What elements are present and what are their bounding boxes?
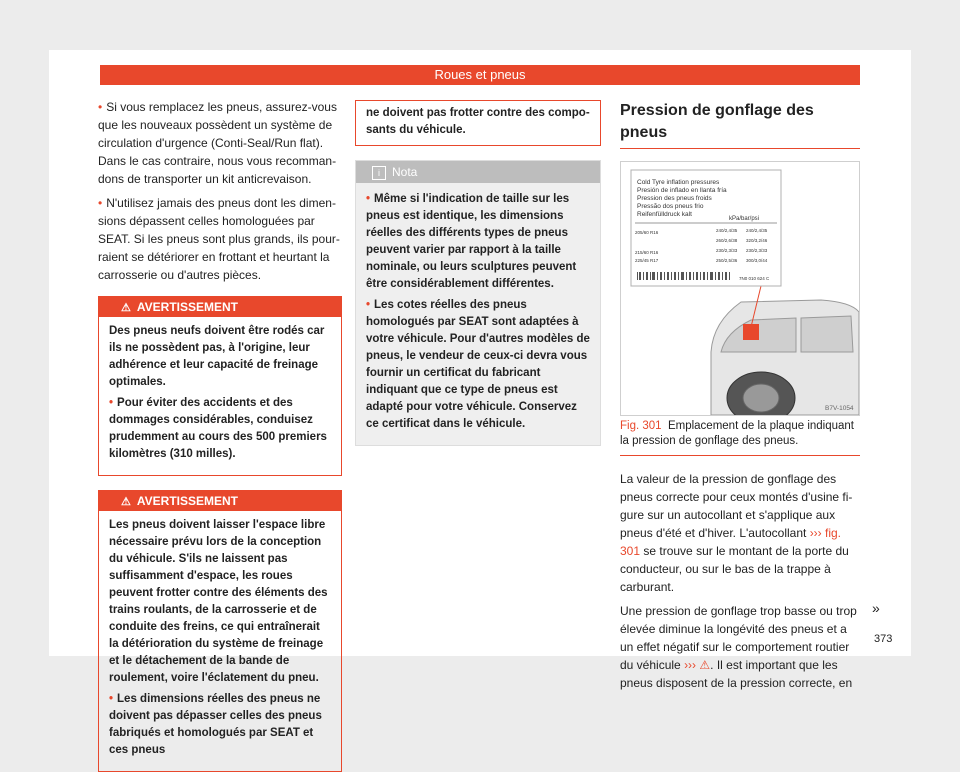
figure-number: Fig. 301 [620, 420, 662, 432]
sticker-size: 225/45 R17 [635, 258, 659, 263]
warning-reference-link[interactable]: ››› [684, 658, 697, 672]
warning-box [98, 296, 342, 476]
warning-body [99, 511, 341, 771]
warning-title: AVERTISSEMENT [136, 300, 238, 314]
sticker-line: Pressão dos pneus frio [637, 203, 704, 210]
sticker-size: 205/60 R16 [635, 230, 659, 235]
warning-continuation: ne doivent pas frotter contre des composants du véhicule. [355, 100, 601, 146]
paragraph-text: . Il est important que les pneus disposent de la pression correcte, en [620, 658, 853, 690]
warning-text: Les pneus doivent laisser l'espace libre nécessaire prévu lors de la conception du véhicule. S'ils ne laissent pas suffisamment d'espace, les roues peuvent frotter contre des éléments des trains roulants, de la carrosserie et de conduite des freins, ce qui entraînerait la détérioration du système de freinage et le détachement de la bande de roulement, voire l'éclatement du pneu. [109, 519, 328, 684]
warning-body [99, 317, 341, 475]
car-illustration [621, 162, 859, 415]
sticker-value: 240/2,4/35 [716, 228, 738, 233]
figure-reference-link[interactable]: ››› fig. 301 [620, 526, 842, 558]
sticker-size: 215/60 R16 [635, 250, 659, 255]
column-middle [355, 100, 601, 446]
caption-text: Emplacement de la plaque indiquant la pression de gonflage des pneus. [620, 420, 854, 447]
warning-triangle-icon: ⚠ [121, 496, 131, 508]
note-title: Nota [392, 165, 418, 179]
note-body [356, 183, 600, 445]
note-bullet: • Même si l'indication de taille sur les pneus est identique, les dimensions réelles des différents types de pneus peuvent varier par rapport à la taille nominale, ou leurs sculptures peuvent être considérablement différentes. [366, 191, 590, 293]
note-bullet: • Les cotes réelles des pneus homologués par SEAT sont adaptées à votre véhicule. Pour d'autres modèles de pneus, le vendeur de ceux-ci devra vous fournir un certificat du fabricant indiquant que ce type de pneus est adapté pour votre véhicule. Conservez ce certificat dans le véhicule. [366, 297, 590, 433]
note-box [355, 160, 601, 446]
continue-mark: » [872, 600, 880, 616]
paragraph-text: La valeur de la pression de gonflage des pneus correcte pour ceux montés d'usine figure sur un autocollant et s'applique aux pneus d'été et d'hiver. L'autocollant [620, 472, 853, 540]
sticker-value: 230/2,3/33 [716, 248, 738, 253]
chapter-header: Roues et pneus [100, 65, 860, 85]
sticker-part-number: 7N0 010 624 C [739, 276, 770, 281]
sticker-line: Pression des pneus froids [637, 195, 712, 202]
sticker-value: 230/2,3/33 [746, 248, 768, 253]
paragraph-text: Une pression de gonflage trop basse ou trop élevée diminue la longévité des pneus et a un effet négatif sur le comportement routier du véhicule [620, 604, 857, 672]
sticker-value: 300/3,0/44 [746, 258, 768, 263]
sticker-value: 320/3,2/46 [746, 238, 768, 243]
warning-title: AVERTISSEMENT [136, 494, 238, 508]
sticker-value: 260/2,6/38 [716, 238, 738, 243]
section-title: Pression de gonflage des pneus [620, 100, 860, 149]
column-left [98, 98, 342, 772]
warning-text: Des pneus neufs doivent être rodés car ils ne possèdent pas, à l'origine, leur adhérence et leur capacité de freinage optimales. [109, 325, 325, 388]
warning-bullet: • Les dimensions réelles des pneus ne doivent pas dépasser celles des pneus fabriqués et homologués par SEAT et ces pneus [109, 691, 331, 759]
page-number: 373 [874, 633, 893, 645]
note-header [356, 161, 600, 183]
info-icon: i [372, 166, 386, 180]
warning-box [98, 490, 342, 772]
bullet-paragraph: • Si vous remplacez les pneus, assurez-vous que les nouveaux possèdent un système de circulation d'urgence (Conti-Seal/Run flat). Dans le cas contraire, nous vous recommandons de transporter un kit anticrevaison. [98, 98, 342, 188]
bullet-paragraph: • N'utilisez jamais des pneus dont les dimensions dépassent celles homologuées par SEAT. Si les pneus sont plus grands, ils pourraient se détériorer en frottant et heurtant la carrosserie ou d'autres pièces. [98, 194, 342, 284]
sticker-line: Presión de inflado en llanta fría [637, 187, 727, 194]
figure-caption [620, 419, 860, 456]
sticker-value: 250/2,5/36 [716, 258, 738, 263]
body-paragraphs [620, 470, 860, 692]
warning-triangle-icon: ⚠ [699, 658, 711, 672]
figure-code: B7V-1054 [825, 405, 854, 412]
sticker-line: Reifenfülldruck kalt [637, 211, 692, 218]
column-right [620, 100, 860, 698]
figure-tyre-pressure-label [620, 161, 860, 416]
warning-header [99, 297, 341, 317]
sticker-value: 240/2,4/35 [746, 228, 768, 233]
paragraph-text: se trouve sur le montant de la porte du conducteur, ou sur le bas de la trappe à carburant. [620, 544, 849, 594]
warning-triangle-icon: ⚠ [121, 302, 131, 314]
paragraph [620, 602, 860, 692]
warning-header [99, 491, 341, 511]
paragraph [620, 470, 860, 596]
warning-bullet: • Pour éviter des accidents et des dommages considérables, conduisez prudemment au cours des 500 premiers kilomètres (310 milles). [109, 395, 331, 463]
sticker-unit: kPa/bar/psi [729, 216, 760, 222]
sticker-line: Cold Tyre inflation pressures [637, 179, 720, 186]
